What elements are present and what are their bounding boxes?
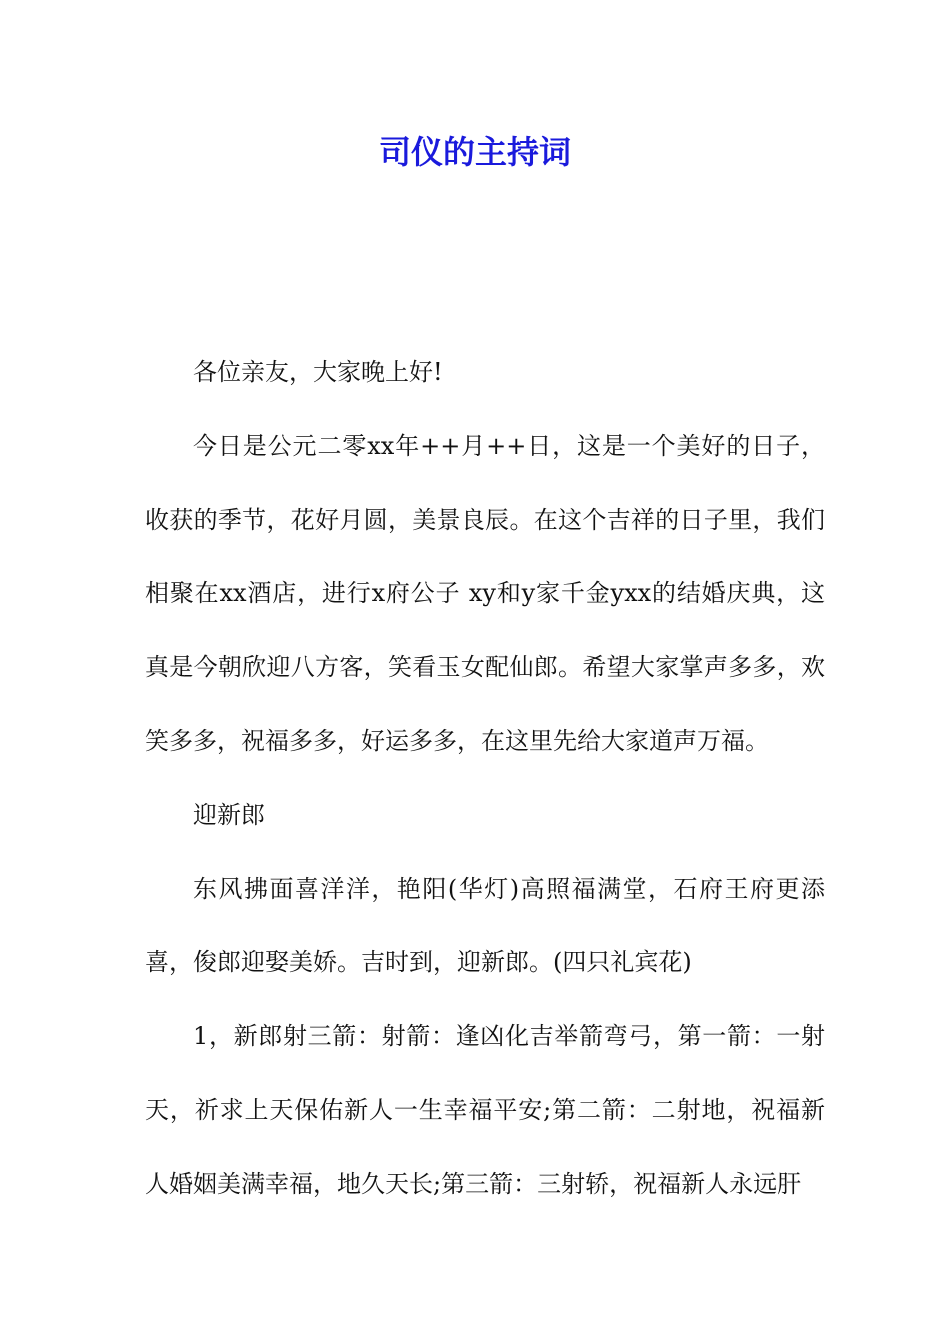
paragraph-three-arrows: 1，新郎射三箭：射箭：逢凶化吉举箭弯弓，第一箭：一射天，祈求上天保佑新人一生幸福平安;第二箭：二射地，祝福新人婚姻美满幸福，地久天长;第三箭：三射轿，祝福新人永远肝 xyxy=(145,1022,825,1198)
paragraph-opening: 今日是公元二零xx年++月++日，这是一个美好的日子，收获的季节，花好月圆，美景良辰。在这个吉祥的日子里，我们相聚在xx酒店，进行x府公子 xy和y家千金yxx的结婚庆典，这真是今朝欣迎八方客，笑看玉女配仙郎。希望大家掌声多多，欢笑多多，祝福多多，好运多多，在这里先给大家道声万福。 xyxy=(145,431,825,755)
paragraph-welcome-groom: 东风拂面喜洋洋，艳阳(华灯)高照福满堂，石府王府更添喜，俊郎迎娶美娇。吉时到，迎新郎。(四只礼宾花) xyxy=(145,874,825,977)
document-title: 司仪的主持词 xyxy=(378,133,571,171)
document-body xyxy=(145,336,825,1222)
section-heading-groom: 迎新郎 xyxy=(193,800,265,829)
paragraph-greeting: 各位亲友，大家晚上好! xyxy=(193,358,443,386)
